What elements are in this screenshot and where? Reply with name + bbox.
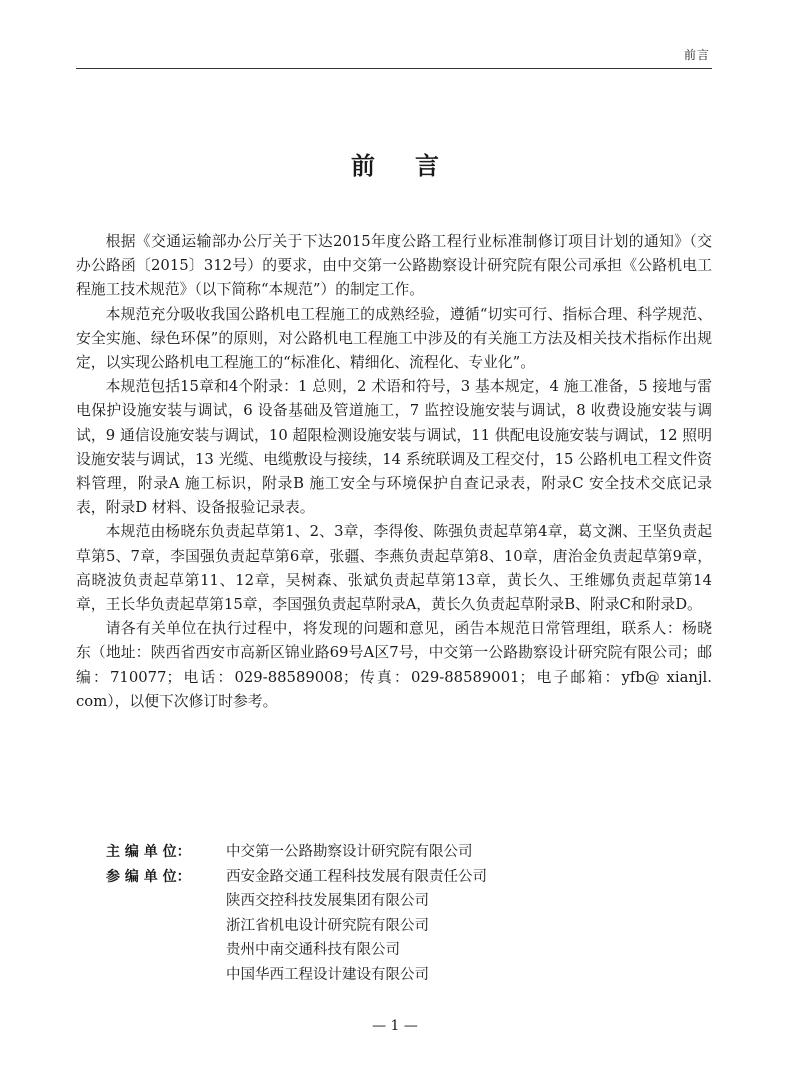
paragraph-principles: 本规范充分吸收我国公路机电工程施工的成熟经验，遵循“切实可行、指标合理、科学规范、安全实施、绿色环保”的原则，对公路机电工程施工中涉及的有关施工方法及相关技术指标作出规定，以实现公路机电工程施工的“标准化、精细化、流程化、专业化”。 bbox=[76, 305, 712, 372]
participant-label: 参 编 单 位： bbox=[106, 868, 191, 885]
participant-list bbox=[226, 865, 487, 983]
chief-editor-org: 中交第一公路勘察设计研究院有限公司 bbox=[226, 844, 473, 860]
paragraph-authors: 本规范由杨晓东负责起草第1、2、3章，李得俊、陈强负责起草第4章，葛文渊、王坚负责起草第5、7章，李国强负责起草第6章，张疆、李燕负责起草第8、10章，唐治金负责起草第9章，高晓波负责起草第11、12章，吴树森、张斌负责起草第13章，黄长久、王维娜负责起草第14章，王长华负责起草第15章，李国强负责起草附录A，黄长久负责起草附录B、附录C和附录D。 bbox=[76, 523, 712, 614]
paragraph-contents: 本规范包括15章和4个附录：1 总则，2 术语和符号，3 基本规定，4 施工准备，5 接地与雷电保护设施安装与调试，6 设备基础及管道施工，7 监控设施安装与调试，8 收费设施安装与调试，9 通信设施安装与调试，10 超限检测设施安装与调试，11 供配电设施安装与调试，12 照明设施安装与调试，13 光缆、电缆敷设与接续，14 系统联调及工程交付，15 公路机电工程文件资料管理，附录A 施工标识，附录B 施工安全与环境保护自查记录表，附录C 安全技术交底记录表，附录D 材料、设备报验记录表。 bbox=[76, 378, 712, 517]
participant-org: 陕西交控科技发展集团有限公司 bbox=[226, 893, 429, 910]
credits-block bbox=[106, 840, 487, 983]
running-header: 前言 bbox=[683, 48, 710, 62]
header-rule bbox=[76, 68, 712, 69]
preface-body bbox=[76, 230, 712, 714]
page-title: 前言 bbox=[351, 152, 479, 180]
participant-row bbox=[106, 865, 487, 983]
participant-org: 贵州中南交通科技有限公司 bbox=[226, 942, 400, 959]
page-number: — 1 — bbox=[372, 1018, 418, 1034]
chief-editor-label: 主 编 单 位： bbox=[106, 844, 191, 860]
participant-org: 中国华西工程设计建设有限公司 bbox=[226, 966, 429, 983]
participant-org: 浙江省机电设计研究院有限公司 bbox=[226, 917, 429, 934]
paragraph-project-basis: 根据《交通运输部办公厅关于下达2015年度公路工程行业标准制修订项目计划的通知》（交办公路函〔2015〕312号）的要求，由中交第一公路勘察设计研究院有限公司承担《公路机电工程施工技术规范》（以下简称“本规范”）的制定工作。 bbox=[76, 233, 712, 299]
participant-org: 西安金路交通工程科技发展有限责任公司 bbox=[226, 868, 487, 885]
paragraph-contact: 请各有关单位在执行过程中，将发现的问题和意见，函告本规范日常管理组，联系人：杨晓东（地址：陕西省西安市高新区锦业路69号A区7号，中交第一公路勘察设计研究院有限公司；邮编：710077；电话：029-88589008；传真：029-88589001；电子邮箱：yfb@ xianjl. com），以便下次修订时参考。 bbox=[76, 620, 712, 710]
chief-editor-row bbox=[106, 840, 487, 865]
